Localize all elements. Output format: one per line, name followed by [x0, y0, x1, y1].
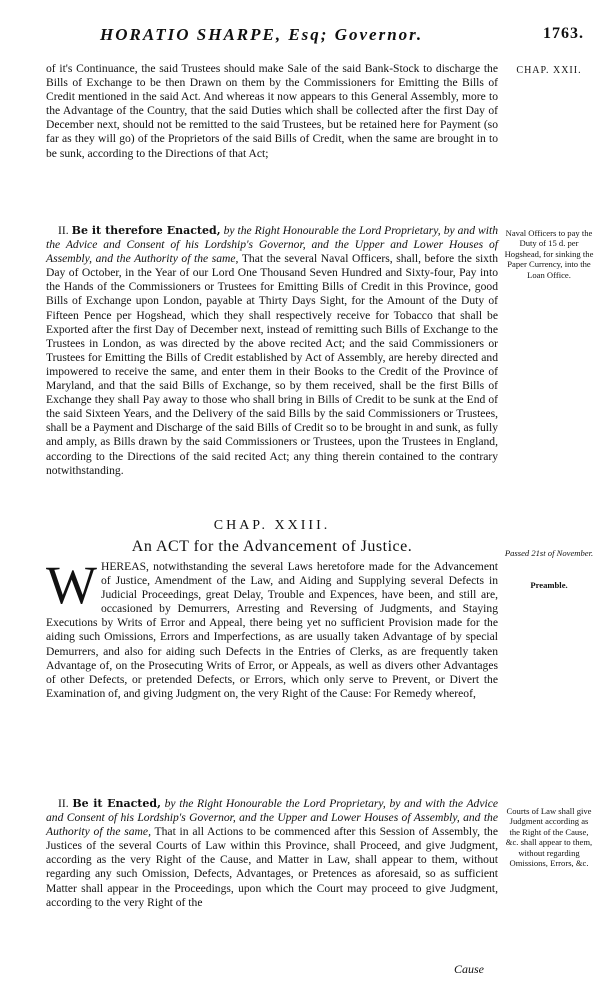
running-header	[100, 25, 590, 53]
enacting-body: That the several Naval Officers, shall, before the sixth Day of October, in the Year of our Lord One Thousand Seven Hundred and Sixty-four, Pay into the Hands of the Commissioners or Trustees for Emitting Bills of Credit in this Province, good Bills of Exchange upon London, payable at Thirty Days Sight, for the Amount of the Duty of Fifteen Pence per Hogshead, which they shall respectively receive for Tobacco that shall be Exported after the first Day of December next, instead of remitting such Bills of Exchange to the Trustees in London, as was directed by the above recited Act; and the said Commissioners or Trustees for Emitting the Bills of Credit established by Act of Assembly, are hereby directed and impowered to receive the same, and enter them in their Books to the Credit of the Province of Maryland, and that the said Bills of Exchange, so by them received, shall be the first Bills of Exchange they shall Pay away to those who shall bring in Bills of Credit to be sunk at the End of the said Sixteen Years, and the Delivery of the said Bills by the said Commissioners or Trustees, shall be a Payment and Discharge of the said Bills of Credit so to be brought in and sunk, as fully and amply, as Bills drawn by the said Commissioners or Trustees, upon the Trustees in England, according to the Directions of the said recited Act; any thing therein contained to the contrary notwithstanding.	[46, 252, 498, 477]
margin-note-chap: CHAP. XXII.	[516, 65, 582, 76]
preamble-paragraph	[46, 555, 498, 701]
enacting-body: That in all Actions to be commenced after this Session of Assembly, the Justices of the several Courts of Law within this Province, shall Proceed, and give Judgment, according as the very Right of the Cause, and Matter in Law, shall appear to them, without regarding any such Omission, Defects, Advantages, or Pretences as aforesaid, so as sufficient Matter shall appear in the Proceedings, upon which the Court may proceed to give Judgment, according to the very Right of the	[46, 825, 498, 909]
year-number: 1763.	[543, 25, 584, 42]
section-number: II.	[58, 224, 69, 237]
enacting-clause: by the Right Honourable the Lord Proprietary, by and with the Advice and Consent of his Lordship's Governor, and the Upper and Lower Houses of Assembly, and the Authority of the same,	[46, 224, 499, 266]
paragraph-text: of it's Continuance, the said Trustees should make Sale of the said Bank-Stock to discharge the Bills of Exchange to be then Drawn on them by the Commissioners for Emitting the Bills of Credit mentioned in the said Act. And whereas it now appears to this General Assembly, more to the Advantage of the Country, that the said Duties which shall be collected after the first Day of December next, should not be remitted to the said Trustees, but be retained here for Payment (so far as they will go) of the Proprietors of the said Bills of Credit, when the same are brought in to be sunk, according to the Directions of that Act;	[46, 62, 498, 160]
paragraph-text	[46, 224, 498, 478]
paragraph-continuation	[46, 62, 498, 161]
catchword: Cause	[454, 962, 484, 976]
enacting-clause: by the Right Honourable the Lord Proprietary, by and with the Advice and Consent of his Lordship's Governor, and the Upper and Lower Houses of Assembly, and the Authority of the same,	[46, 797, 498, 839]
margin-note-courts-of-law: Courts of Law shall give Judgment according as the Right of the Cause, &c. shall appear to them, without regarding Omissions, Errors, &c.	[505, 806, 593, 869]
section-ii-naval-officers	[46, 224, 498, 478]
running-title: HORATIO SHARPE, Esq; Governor.	[100, 25, 424, 44]
section-ii-courts-of-law	[46, 797, 498, 910]
margin-note-naval-officers: Naval Officers to pay the Duty of 15 d. per Hogshead, for sinking the Paper Currency, into the Loan Office.	[504, 228, 594, 280]
act-title: An ACT for the Advancement of Justice.	[131, 538, 413, 555]
chapter-heading: CHAP. XXIII.	[213, 518, 331, 533]
enacting-lead: Be it therefore Enacted,	[71, 224, 221, 237]
margin-note-preamble: Preamble.	[530, 580, 568, 590]
paragraph-text: HEREAS, notwithstanding the several Laws heretofore made for the Advancement of Justice, Amendment of the Law, and Aiding and Supplying several Defects in Judicial Proceedings, great Delay, Trouble and Expences, have been, and still are, occasioned by Demurrers, Arresting and Reversing of Judgments, and Staying Executions by Writs of Error and Appeal, there being yet no sufficient Provision made for the aiding such Omissions, Errors and Imperfections, as are usually taken Advantage of by special Demurrers, and also for aiding such Defects in the Entries of Clerks, as are frequently taken Advantage of, on the Prosecuting Writs of Error, or Appeals, as well as divers other Advantages of other Defects, or pretended Defects, or Errors, which only serve to Prevent, or Divert the Examination of, and giving Judgment on, the very Right of the Cause: For Remedy whereof,	[46, 560, 498, 700]
paragraph-text	[46, 797, 498, 910]
enacting-lead: Be it Enacted,	[72, 797, 161, 810]
section-number: II.	[58, 797, 69, 810]
drop-cap: W	[46, 555, 97, 615]
margin-note-passed: Passed 21st of November.	[504, 548, 594, 558]
